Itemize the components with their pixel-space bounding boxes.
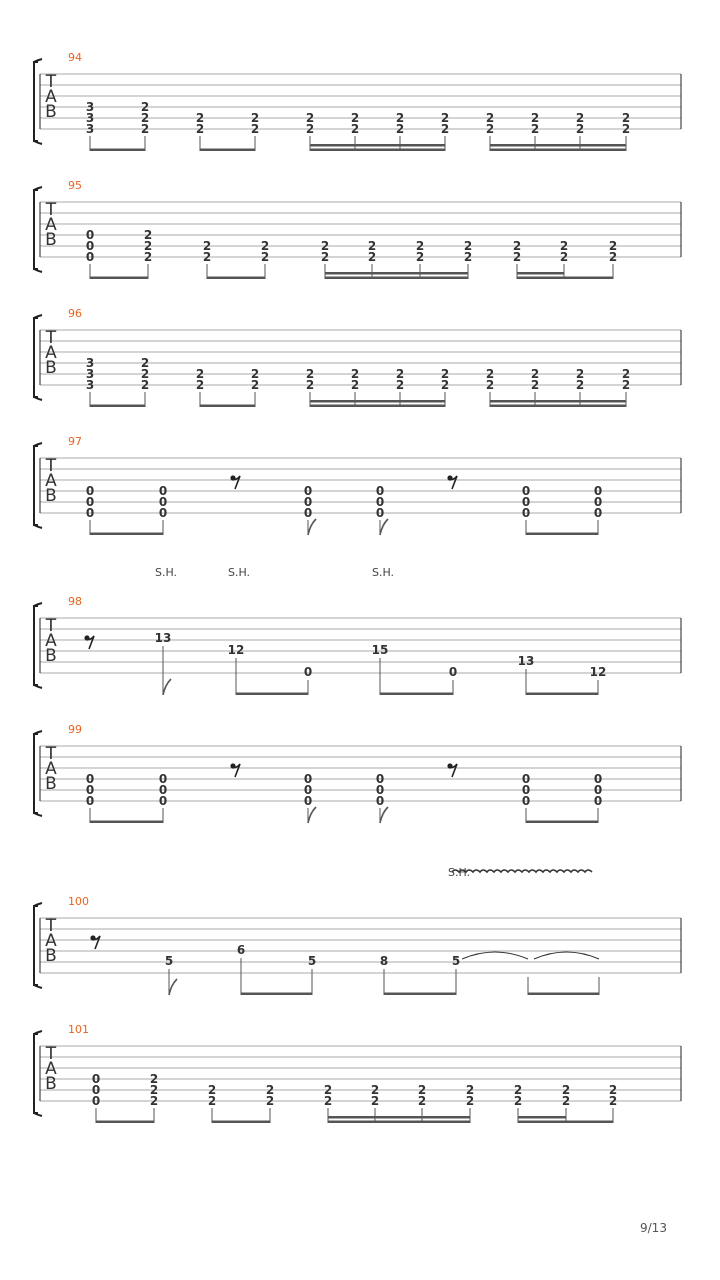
tab-system-100: [34, 866, 681, 995]
fret-number: 2: [350, 378, 360, 392]
fret-number: 0: [85, 772, 95, 786]
fret-number: 2: [512, 239, 522, 253]
tab-system-98: [34, 566, 681, 695]
beam: [517, 277, 564, 280]
fret-number: 0: [303, 665, 313, 679]
fret-number: 0: [158, 794, 168, 808]
system-bracket: [34, 734, 38, 813]
beam-secondary: [517, 272, 564, 275]
tab-system-101: [34, 1023, 681, 1123]
fret-number: 2: [370, 1083, 380, 1097]
fret-number: 2: [485, 122, 495, 136]
tab-clef-letter: A: [45, 343, 57, 363]
tab-clef-letter: A: [45, 215, 57, 235]
fret-number: 2: [149, 1083, 159, 1097]
fret-number: 0: [375, 783, 385, 797]
fret-number: 2: [512, 250, 522, 264]
tie-arc: [534, 952, 599, 959]
note-flag: [380, 519, 388, 535]
fret-number: 0: [448, 665, 458, 679]
fret-number: 0: [85, 239, 95, 253]
fret-number: 2: [463, 250, 473, 264]
beam-secondary: [518, 1116, 566, 1119]
fret-number: 2: [260, 239, 270, 253]
note-flag: [308, 807, 316, 823]
fret-number: 2: [202, 239, 212, 253]
note-flag: [380, 807, 388, 823]
note-flag: [169, 979, 177, 995]
technique-sh: S.H.: [227, 566, 251, 579]
fret-number: 0: [375, 506, 385, 520]
fret-number: 2: [265, 1094, 275, 1108]
fret-number: 0: [303, 495, 313, 509]
fret-number: 2: [149, 1072, 159, 1086]
tab-system-99: [34, 723, 681, 823]
fret-number: 2: [140, 122, 150, 136]
bracket-hook: [34, 903, 42, 988]
beam: [526, 533, 598, 536]
tab-system-96: [34, 307, 681, 407]
fret-number: 2: [608, 250, 618, 264]
tab-system-95: [34, 179, 681, 279]
fret-number: 13: [154, 631, 172, 645]
fret-number: 2: [207, 1094, 217, 1108]
fret-number: 0: [593, 783, 603, 797]
fret-number: 2: [202, 250, 212, 264]
fret-number: 0: [521, 484, 531, 498]
fret-number: 2: [575, 111, 585, 125]
tab-clef-letter: A: [45, 1059, 57, 1079]
system-bracket: [34, 318, 38, 397]
fret-number: 2: [195, 122, 205, 136]
fret-number: 2: [265, 1083, 275, 1097]
beam: [90, 149, 145, 152]
beam: [564, 277, 613, 280]
fret-number: 2: [320, 250, 330, 264]
system-bracket: [34, 62, 38, 141]
tab-clef-letter: T: [45, 200, 57, 220]
fret-number: 3: [85, 122, 95, 136]
beam: [236, 693, 308, 696]
fret-number: 2: [575, 122, 585, 136]
beam: [490, 149, 626, 152]
tab-clef-letter: T: [45, 456, 57, 476]
fret-number: 2: [513, 1094, 523, 1108]
fret-number: 2: [417, 1094, 427, 1108]
beam: [325, 277, 468, 280]
beam: [90, 533, 163, 536]
bracket-hook: [34, 443, 42, 528]
fret-number: 0: [158, 506, 168, 520]
tab-clef-letter: T: [45, 72, 57, 92]
fret-number: 2: [305, 367, 315, 381]
beam: [200, 149, 255, 152]
bracket-hook: [34, 187, 42, 272]
bracket-hook: [34, 59, 42, 144]
tab-clef-letter: A: [45, 631, 57, 651]
fret-number: 2: [395, 122, 405, 136]
tab-clef-letter: B: [45, 230, 57, 250]
fret-number: 0: [158, 772, 168, 786]
fret-number: 0: [593, 772, 603, 786]
fret-number: 2: [465, 1094, 475, 1108]
fret-number: 2: [621, 378, 631, 392]
fret-number: 2: [608, 1083, 618, 1097]
beam-secondary: [490, 144, 626, 147]
fret-number: 8: [379, 954, 389, 968]
fret-number: 2: [561, 1094, 571, 1108]
fret-number: 0: [85, 794, 95, 808]
tie-arc: [462, 952, 528, 959]
fret-number: 2: [350, 367, 360, 381]
fret-number: 2: [621, 122, 631, 136]
fret-number: 2: [250, 122, 260, 136]
fret-number: 0: [303, 506, 313, 520]
fret-number: 2: [350, 122, 360, 136]
fret-number: 0: [303, 783, 313, 797]
fret-number: 2: [350, 111, 360, 125]
tab-clef-letter: T: [45, 1044, 57, 1064]
tab-clef-letter: B: [45, 102, 57, 122]
system-bracket: [34, 1034, 38, 1113]
fret-number: 2: [559, 250, 569, 264]
measure-number: 95: [68, 179, 82, 192]
page-number: 9/13: [640, 1221, 667, 1235]
beam-secondary: [490, 400, 626, 403]
fret-number: 2: [320, 239, 330, 253]
tab-clef-letter: A: [45, 931, 57, 951]
fret-number: 2: [440, 122, 450, 136]
beam: [241, 993, 312, 996]
fret-number: 0: [521, 506, 531, 520]
beam: [518, 1121, 566, 1124]
fret-number: 0: [593, 506, 603, 520]
fret-number: 2: [395, 378, 405, 392]
fret-number: 2: [530, 367, 540, 381]
beam: [90, 405, 145, 408]
bracket-hook: [34, 603, 42, 688]
measure-number: 98: [68, 595, 82, 608]
fret-number: 2: [485, 111, 495, 125]
fret-number: 3: [85, 100, 95, 114]
fret-number: 2: [575, 367, 585, 381]
fret-number: 2: [195, 367, 205, 381]
tab-clef-letter: B: [45, 486, 57, 506]
fret-number: 2: [195, 111, 205, 125]
fret-number: 0: [375, 484, 385, 498]
fret-number: 2: [415, 250, 425, 264]
fret-number: 0: [375, 772, 385, 786]
beam: [207, 277, 265, 280]
beam: [528, 993, 599, 996]
system-bracket: [34, 606, 38, 685]
beam: [380, 693, 453, 696]
fret-number: 5: [451, 954, 461, 968]
fret-number: 2: [140, 100, 150, 114]
beam: [384, 993, 456, 996]
fret-number: 2: [395, 367, 405, 381]
fret-number: 2: [140, 111, 150, 125]
fret-number: 0: [85, 506, 95, 520]
beam: [526, 693, 598, 696]
fret-number: 2: [463, 239, 473, 253]
fret-number: 2: [530, 111, 540, 125]
system-bracket: [34, 906, 38, 985]
fret-number: 2: [559, 239, 569, 253]
measure-number: 94: [68, 51, 82, 64]
tab-clef-letter: B: [45, 774, 57, 794]
fret-number: 12: [589, 665, 607, 679]
tab-clef-letter: T: [45, 328, 57, 348]
fret-number: 0: [91, 1094, 101, 1108]
fret-number: 0: [85, 228, 95, 242]
measure-number: 100: [68, 895, 89, 908]
beam: [328, 1121, 470, 1124]
fret-number: 2: [621, 111, 631, 125]
fret-number: 0: [521, 772, 531, 786]
fret-number: 2: [370, 1094, 380, 1108]
fret-number: 2: [561, 1083, 571, 1097]
fret-number: 2: [367, 250, 377, 264]
fret-number: 0: [521, 794, 531, 808]
tab-system-94: [34, 51, 681, 151]
fret-number: 0: [85, 250, 95, 264]
fret-number: 5: [307, 954, 317, 968]
fret-number: 3: [85, 111, 95, 125]
technique-sh: S.H.: [371, 566, 395, 579]
measure-number: 96: [68, 307, 82, 320]
fret-number: 0: [375, 495, 385, 509]
fret-number: 5: [164, 954, 174, 968]
fret-number: 0: [85, 484, 95, 498]
fret-number: 2: [195, 378, 205, 392]
fret-number: 0: [593, 794, 603, 808]
fret-number: 0: [303, 484, 313, 498]
tab-clef-letter: B: [45, 946, 57, 966]
fret-number: 2: [440, 367, 450, 381]
fret-number: 0: [91, 1072, 101, 1086]
measure-number: 99: [68, 723, 82, 736]
fret-number: 2: [260, 250, 270, 264]
fret-number: 2: [513, 1083, 523, 1097]
fret-number: 2: [250, 367, 260, 381]
fret-number: 0: [303, 794, 313, 808]
fret-number: 2: [149, 1094, 159, 1108]
fret-number: 2: [367, 239, 377, 253]
system-bracket: [34, 190, 38, 269]
beam: [96, 1121, 154, 1124]
fret-number: 0: [158, 783, 168, 797]
fret-number: 2: [140, 378, 150, 392]
technique-sh: S.H.: [154, 566, 178, 579]
fret-number: 13: [517, 654, 535, 668]
fret-number: 0: [521, 783, 531, 797]
fret-number: 3: [85, 378, 95, 392]
technique-sh: S.H.: [447, 866, 471, 879]
beam-secondary: [310, 144, 445, 147]
fret-number: 15: [371, 643, 389, 657]
fret-number: 2: [575, 378, 585, 392]
fret-number: 0: [158, 495, 168, 509]
tab-clef-letter: T: [45, 616, 57, 636]
tab-clef-letter: A: [45, 87, 57, 107]
fret-number: 2: [465, 1083, 475, 1097]
measure-number: 101: [68, 1023, 89, 1036]
tab-clef-letter: B: [45, 646, 57, 666]
fret-number: 12: [227, 643, 245, 657]
tab-clef-letter: A: [45, 471, 57, 491]
fret-number: 0: [593, 484, 603, 498]
fret-number: 0: [158, 484, 168, 498]
beam: [90, 821, 163, 824]
fret-number: 3: [85, 367, 95, 381]
tab-clef-letter: B: [45, 1074, 57, 1094]
fret-number: 6: [236, 943, 246, 957]
fret-number: 2: [143, 239, 153, 253]
fret-number: 2: [323, 1094, 333, 1108]
fret-number: 2: [608, 239, 618, 253]
beam: [200, 405, 255, 408]
fret-number: 2: [608, 1094, 618, 1108]
tab-clef-letter: T: [45, 916, 57, 936]
fret-number: 2: [250, 378, 260, 392]
beam: [566, 1121, 613, 1124]
fret-number: 0: [91, 1083, 101, 1097]
fret-number: 3: [85, 356, 95, 370]
tab-clef-letter: A: [45, 759, 57, 779]
beam: [212, 1121, 270, 1124]
fret-number: 2: [140, 367, 150, 381]
note-flag: [308, 519, 316, 535]
bracket-hook: [34, 315, 42, 400]
beam: [310, 149, 445, 152]
fret-number: 2: [485, 378, 495, 392]
beam: [90, 277, 148, 280]
fret-number: 2: [395, 111, 405, 125]
beam-secondary: [325, 272, 468, 275]
beam: [526, 821, 598, 824]
beam-secondary: [328, 1116, 470, 1119]
fret-number: 2: [140, 356, 150, 370]
fret-number: 2: [530, 378, 540, 392]
beam-secondary: [310, 400, 445, 403]
fret-number: 2: [143, 228, 153, 242]
fret-number: 0: [593, 495, 603, 509]
system-bracket: [34, 446, 38, 525]
fret-number: 2: [621, 367, 631, 381]
beam: [310, 405, 445, 408]
fret-number: 2: [305, 122, 315, 136]
beam: [490, 405, 626, 408]
fret-number: 0: [375, 794, 385, 808]
note-flag: [163, 679, 171, 695]
fret-number: 2: [440, 378, 450, 392]
measure-number: 97: [68, 435, 82, 448]
tab-clef-letter: T: [45, 744, 57, 764]
fret-number: 2: [440, 111, 450, 125]
fret-number: 2: [417, 1083, 427, 1097]
fret-number: 2: [250, 111, 260, 125]
fret-number: 2: [323, 1083, 333, 1097]
bracket-hook: [34, 731, 42, 816]
fret-number: 2: [305, 111, 315, 125]
fret-number: 0: [85, 495, 95, 509]
fret-number: 2: [485, 367, 495, 381]
tab-system-97: [34, 435, 681, 535]
bracket-hook: [34, 1031, 42, 1116]
tab-clef-letter: B: [45, 358, 57, 378]
fret-number: 2: [207, 1083, 217, 1097]
fret-number: 0: [303, 772, 313, 786]
fret-number: 0: [521, 495, 531, 509]
fret-number: 2: [143, 250, 153, 264]
fret-number: 2: [530, 122, 540, 136]
fret-number: 2: [415, 239, 425, 253]
fret-number: 0: [85, 783, 95, 797]
vibrato-line: [452, 870, 592, 872]
fret-number: 2: [305, 378, 315, 392]
